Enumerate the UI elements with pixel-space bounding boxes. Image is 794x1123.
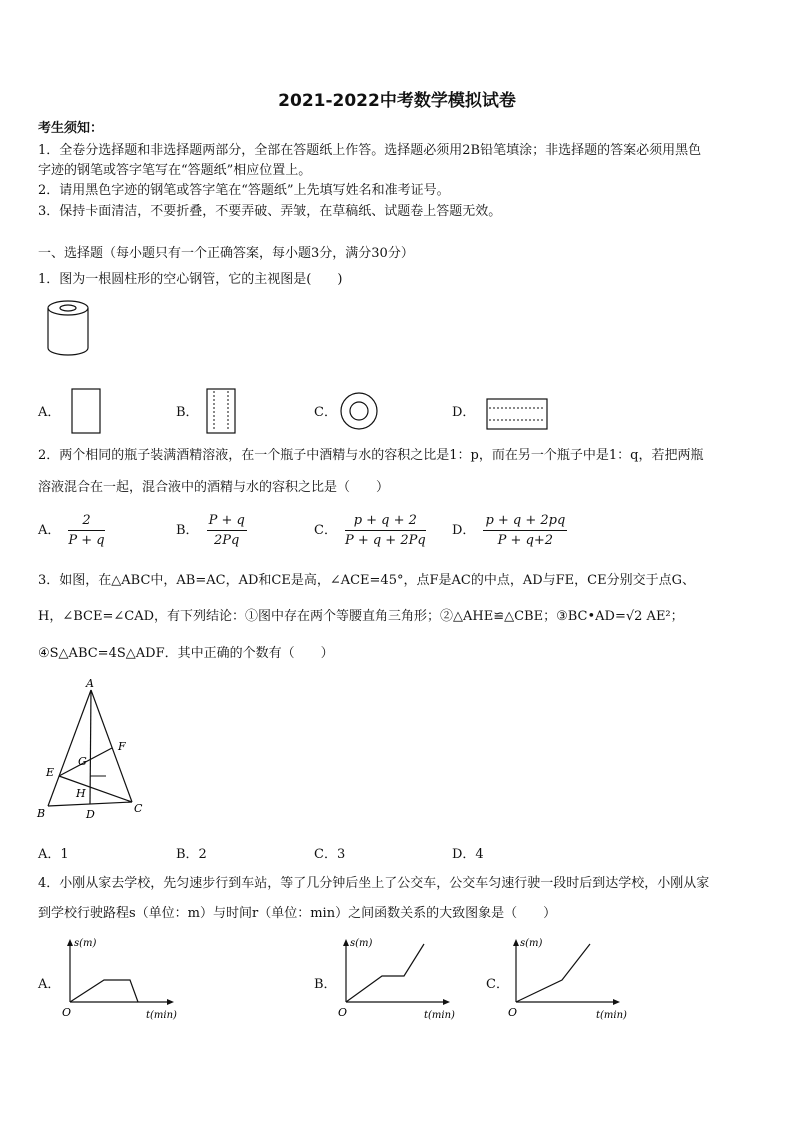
q3-option-d[interactable]: D．4: [452, 847, 484, 862]
origin-label: O: [62, 1006, 72, 1019]
vertex-label-a: A: [86, 677, 94, 690]
q3-line-3: ④S△ABC=4S△ADF．其中正确的个数有（ ）: [38, 646, 334, 661]
q2-option-a-fraction: [68, 513, 104, 548]
notice-item-3: 3．保持卡面清洁，不要折叠，不要弄破、弄皱，在草稿纸、试题卷上答题无效。: [38, 204, 502, 219]
q2-option-b[interactable]: [176, 513, 247, 548]
fraction-numerator: p + q + 2pq: [483, 513, 567, 531]
point-label-g: G: [78, 755, 87, 768]
axis-label-s: s(m): [74, 938, 97, 949]
q4-option-c-label[interactable]: C．: [486, 977, 509, 992]
page-title: 2021-2022中考数学模拟试卷: [278, 91, 516, 111]
axis-label-s: s(m): [350, 938, 373, 949]
q4-option-c-graph: [504, 934, 634, 1026]
point-label-f: F: [118, 740, 126, 753]
triangle-abc-figure: [34, 676, 150, 826]
q2-line-1: 2．两个相同的瓶子装满酒精溶液，在一个瓶子中酒精与水的容积之比是1：p，而在另一个瓶子中是1：q，若把两瓶: [38, 448, 704, 463]
axis-label-t: t(min): [424, 1010, 455, 1021]
q1-option-c-label[interactable]: C．: [314, 405, 337, 420]
origin-label: O: [508, 1006, 518, 1019]
fraction-denominator: P + q + 2Pq: [344, 533, 426, 548]
q3-option-a[interactable]: A．1: [38, 847, 69, 862]
q4-option-b-graph: [334, 934, 464, 1026]
q1-option-b-figure: [200, 386, 242, 436]
q2-option-b-fraction: [207, 513, 247, 548]
point-label-d: D: [86, 808, 95, 821]
notice-heading: 考生须知：: [38, 121, 104, 136]
q4-line-1: 4．小刚从家去学校，先匀速步行到车站，等了几分钟后坐上了公交车，公交车匀速行驶一段时后到达学校，小刚从家: [38, 876, 710, 891]
q2-option-c-label: C．: [314, 523, 337, 538]
notice-item-1: 1．全卷分选择题和非选择题两部分，全部在答题纸上作答。选择题必须用2B铅笔填涂；非选择题的答案必须用黑色: [38, 143, 702, 158]
section-heading: 一、选择题（每小题只有一个正确答案，每小题3分，满分30分）: [38, 246, 414, 261]
q3-option-c[interactable]: C．3: [314, 847, 346, 862]
q2-option-c-fraction: [345, 513, 426, 548]
q2-option-b-label: B．: [176, 523, 199, 538]
fraction-denominator: P + q+2: [497, 533, 554, 548]
axis-label-t: t(min): [596, 1010, 627, 1021]
axis-label-t: t(min): [146, 1010, 177, 1021]
q2-option-c[interactable]: [314, 513, 426, 548]
fraction-denominator: P + q: [68, 533, 105, 548]
q3-line-2: H，∠BCE=∠CAD，有下列结论：①图中存在两个等腰直角三角形；②△AHE≌△CBE；③BC•AD=√2 AE²；: [38, 609, 684, 624]
origin-label: O: [338, 1006, 348, 1019]
q2-option-d-label: D．: [452, 523, 476, 538]
notice-item-2: 2．请用黑色字迹的钢笔或答字笔在“答题纸”上先填写姓名和准考证号。: [38, 183, 450, 198]
q4-line-2: 到学校行驶路程s（单位：m）与时间r（单位：min）之间函数关系的大致图象是（ ）: [38, 906, 557, 921]
fraction-numerator: P + q: [207, 513, 247, 531]
q2-option-d[interactable]: [452, 513, 567, 548]
q1-option-b-label[interactable]: B．: [176, 405, 199, 420]
notice-item-1-cont: 字迹的钢笔或答字笔写在“答题纸”相应位置上。: [38, 163, 312, 178]
q3-option-b[interactable]: B．2: [176, 847, 207, 862]
q1-option-a-figure: [64, 386, 106, 436]
q2-option-a[interactable]: [38, 513, 105, 548]
q4-option-b-label[interactable]: B．: [314, 977, 337, 992]
q1-option-d-figure: [484, 396, 550, 434]
fraction-denominator: 2Pq: [214, 533, 240, 548]
fraction-numerator: 2: [68, 513, 104, 531]
point-label-h: H: [76, 787, 86, 800]
q2-option-a-label: A．: [38, 523, 61, 538]
q1-option-a-label[interactable]: A．: [38, 405, 61, 420]
axis-label-s: s(m): [520, 938, 543, 949]
q2-option-d-fraction: [483, 513, 567, 548]
q2-line-2: 溶液混合在一起，混合液中的酒精与水的容积之比是（ ）: [38, 480, 390, 495]
q3-line-1: 3．如图，在△ABC中，AB=AC，AD和CE是高，∠ACE=45°，点F是AC的中点，AD与FE，CE分别交于点G、: [38, 573, 695, 588]
point-label-e: E: [46, 766, 55, 779]
fraction-numerator: p + q + 2: [345, 513, 426, 531]
hollow-pipe-figure: [44, 298, 94, 360]
q1-option-d-label[interactable]: D．: [452, 405, 476, 420]
q4-option-a-graph: [58, 934, 186, 1026]
q1-option-c-figure: [338, 390, 382, 434]
q4-option-a-label[interactable]: A．: [38, 977, 61, 992]
q1-stem: 1．图为一根圆柱形的空心钢管，它的主视图是( ): [38, 272, 343, 287]
vertex-label-c: C: [134, 802, 143, 815]
vertex-label-b: B: [37, 807, 46, 820]
